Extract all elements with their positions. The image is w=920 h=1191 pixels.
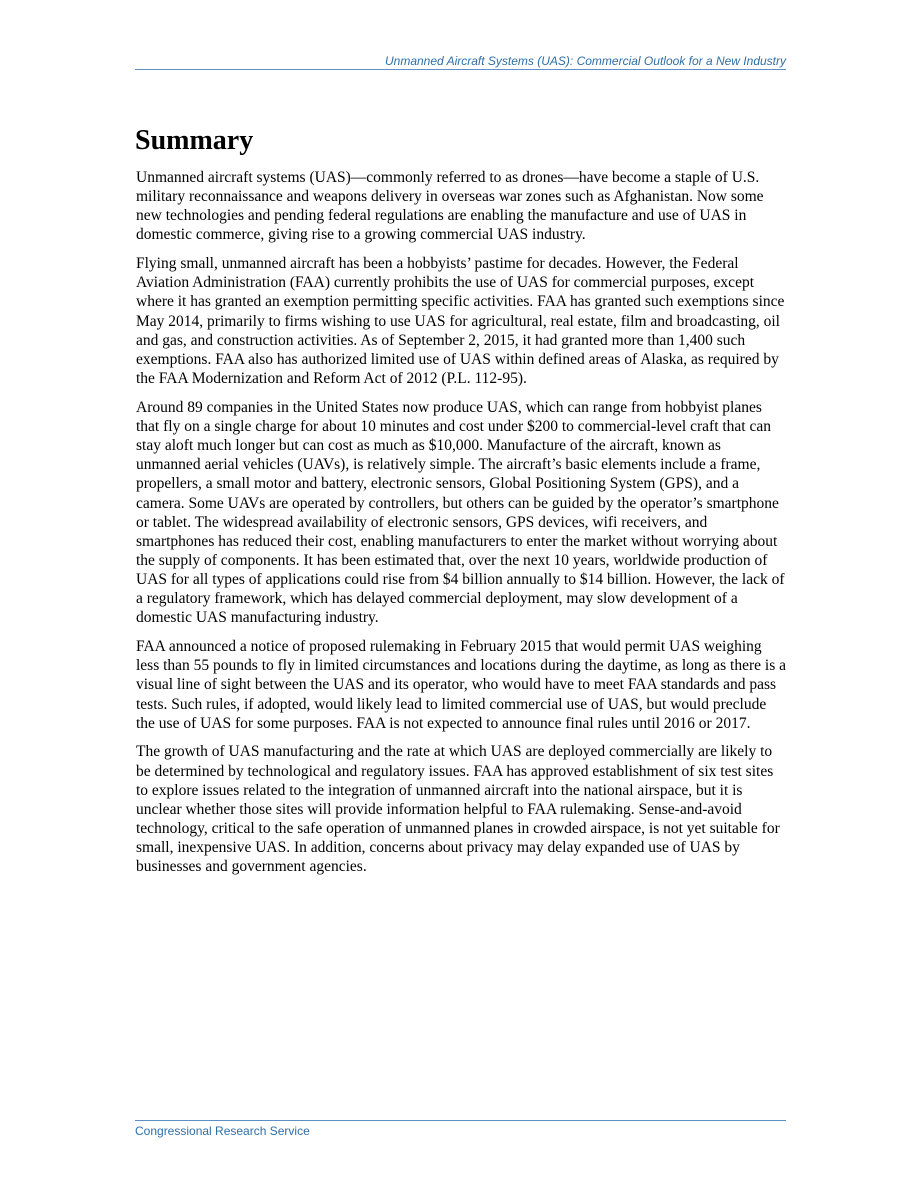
running-footer: Congressional Research Service [135,1120,786,1138]
summary-heading: Summary [135,125,254,156]
summary-body [136,168,788,886]
running-header: Unmanned Aircraft Systems (UAS): Commercial Outlook for a New Industry [135,54,786,70]
summary-paragraph-4: FAA announced a notice of proposed rulemaking in February 2015 that would permit UAS weighing less than 55 pounds to fly in limited circumstances and locations during the daytime, as long as there is a visual line of sight between the UAS and its operator, who would have to meet FAA standards and pass tests. Such rules, if adopted, would likely lead to limited commercial use of UAS, but would preclude the use of UAS for some purposes. FAA is not expected to announce final rules until 2016 or 2017. [136,638,787,732]
summary-paragraph-1: Unmanned aircraft systems (UAS)—commonly referred to as drones—have become a staple of U.S. military reconnaissance and weapons delivery in overseas war zones such as Afghanistan. Now some new technologies and pending federal regulations are enabling the manufacture and use of UAS in domestic commerce, giving rise to a growing commercial UAS industry. [136,169,764,244]
summary-paragraph-5: The growth of UAS manufacturing and the rate at which UAS are deployed commercially are likely to be determined by technological and regulatory issues. FAA has approved establishment of six test sites to explore issues related to the integration of unmanned aircraft into the national airspace, but it is unclear whether those sites will provide information helpful to FAA rulemaking. Sense-and-avoid technology, critical to the safe operation of unmanned planes in crowded airspace, is not yet suitable for small, inexpensive UAS. In addition, concerns about privacy may delay expanded use of UAS by businesses and government agencies. [136,743,780,876]
summary-paragraph-2: Flying small, unmanned aircraft has been a hobbyists’ pastime for decades. However, the Federal Aviation Administration (FAA) currently prohibits the use of UAS for commercial purposes, except where it has granted an exemption permitting specific activities. FAA has granted such exemptions since May 2014, primarily to firms wishing to use UAS for agricultural, real estate, film and broadcasting, oil and gas, and construction activities. As of September 2, 2015, it had granted more than 1,400 such exemptions. FAA also has authorized limited use of UAS within defined areas of Alaska, as required by the FAA Modernization and Reform Act of 2012 (P.L. 112-95). [136,255,785,388]
summary-paragraph-3: Around 89 companies in the United States now produce UAS, which can range from hobbyist planes that fly on a single charge for about 10 minutes and cost under $200 to commercial-level craft that can stay aloft much longer but can cost as much as $10,000. Manufacture of the aircraft, known as unmanned aerial vehicles (UAVs), is relatively simple. The aircraft’s basic elements include a frame, propellers, a small motor and battery, electronic sensors, Global Positioning System (GPS), and a camera. Some UAVs are operated by controllers, but others can be guided by the operator’s smartphone or tablet. The widespread availability of electronic sensors, GPS devices, wifi receivers, and smartphones has reduced their cost, enabling manufacturers to enter the market without worrying about the supply of components. It has been estimated that, over the next 10 years, worldwide production of UAS for all types of applications could rise from $4 billion annually to $14 billion. However, the lack of a regulatory framework, which has delayed commercial deployment, may slow development of a domestic UAS manufacturing industry. [136,398,785,627]
